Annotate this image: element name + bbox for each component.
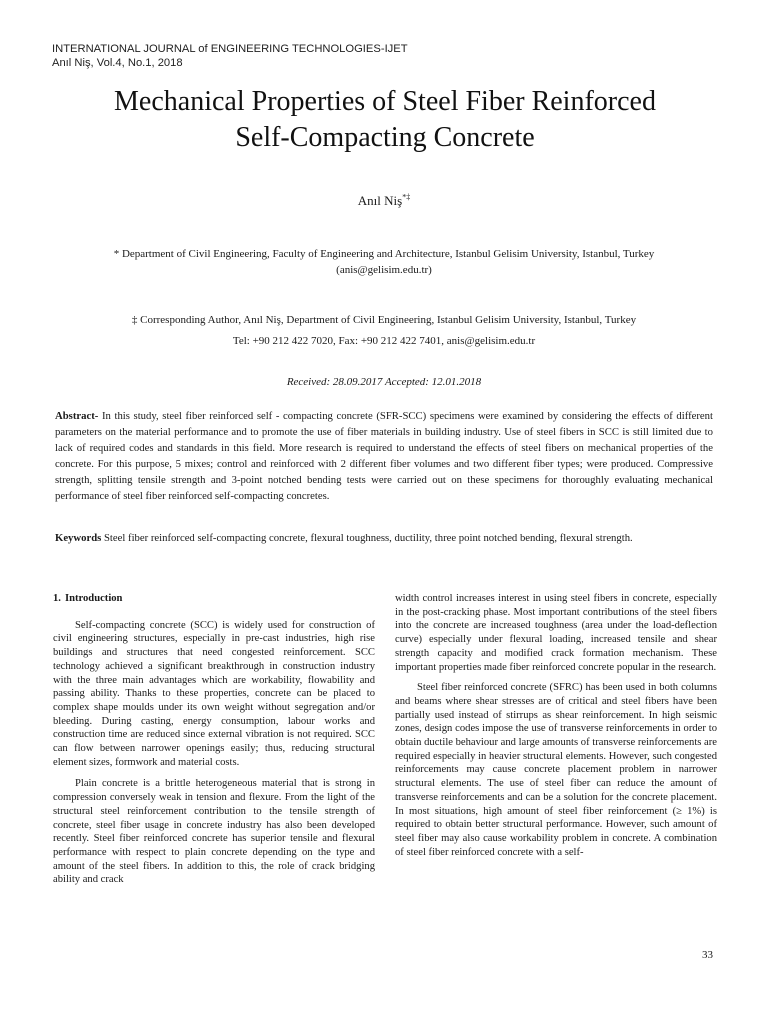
author-line [0,193,768,209]
left-paragraph-1: Self-compacting concrete (SCC) is widely used for construction of civil engineering structures, especially in pre-cast industries, high rise buildings and structures that need congested reinforcement. SCC technology achieved a significant breakthrough in construction industry with the three main advantages which are workability, flowability and passing ability. Thanks to these properties, concrete can be placed to complex shape moulds under its own weight without segregation and/or bleeding. During casting, energy consumption, labour works and construction time are reduced since external vibration is not required. SCC can flow between narrower openings easily; thus, reducing structural element sizes, formwork and material costs. [53,619,375,768]
journal-citation: Anıl Niş, Vol.4, No.1, 2018 [52,57,183,69]
journal-header [52,42,408,70]
corresponding-author: ‡ Corresponding Author, Anıl Niş, Department of Civil Engineering, Istanbul Gelisim University, Istanbul, Turkey [131,314,637,326]
author-marks: *‡ [402,192,411,202]
right-paragraph-2: Steel fiber reinforced concrete (SFRC) has been used in both columns and beams where shear stresses are of critical and steel fibers have been partially used instead of stirrups as shear reinforcement. In high seismic zones, design codes impose the use of transverse reinforcements in order to obtain ductile behaviour and large amounts of transverse reinforcements are required especially in heavier structural elements. However, such congested reinforcements may cause concrete placement problem in narrower structural elements. The use of steel fiber can reduce the amount of transverse reinforcements and can be a solution for the concrete placement. In most situations, high amount of steel fiber reinforcement (≥ 1%) is required to obtain better structural performance. However, such amount of steel fiber may also cause workability problem in concrete. A combination of steel fiber reinforced concrete with a self- [395,682,717,858]
title-line-1: Mechanical Properties of Steel Fiber Reinforced [114,86,656,117]
abstract [55,408,713,504]
affiliation-dept: * Department of Civil Engineering, Faculty of Engineering and Architecture, Istanbul Gelisim University, Istanbul, Turkey [113,248,655,260]
page-number: 33 [702,949,713,961]
left-paragraph-2: Plain concrete is a brittle heterogeneous material that is strong in compression conversely weak in tension and flexure. From the light of the structural steel reinforcement contribution to the tensile strength of concrete, steel fiber usage in concrete industry has also been developed recently. Steel fiber reinforced concrete has superior tensile and flexural performance with respect to plain concrete depending on the type and amount of the steel fibers. In addition to this, the role of crack bridging ability and crack [53,778,375,886]
right-column [395,592,717,859]
keywords [55,530,713,546]
keywords-text: Steel fiber reinforced self-compacting concrete, flexural toughness, ductility, three point notched bending, flexural strength. [101,532,633,544]
abstract-label: Abstract- [55,410,99,422]
section-number: 1. [53,593,61,604]
paper-title [40,84,730,156]
corresponding-block [48,312,720,349]
affiliation-block [48,246,720,278]
received-dates: Received: 28.09.2017 Accepted: 12.01.2018 [286,376,482,388]
title-line-2: Self-Compacting Concrete [235,122,535,153]
section-heading [53,592,375,606]
journal-name: INTERNATIONAL JOURNAL of ENGINEERING TECHNOLOGIES-IJET [52,43,408,55]
abstract-text: In this study, steel fiber reinforced self - compacting concrete (SFR-SCC) specimens were examined by considering the effects of different parameters on the material performance and to promote the use of fiber materials in building industry. Use of steel fibers in SCC is still limited due to lack of required codes and standards in this field. More research is required to understand the effects of steel fibers on mechanical properties of the concrete. For this purpose, 5 mixes; control and reinforced with 2 different fiber volumes and two different fiber types; were produced. Compressive strength, splitting tensile strength and 3-point notched bending tests were carried out on these specimens for thoroughly evaluating mechanical performance of steel fiber reinforced self-compacting concretes. [55,410,713,502]
section-title: Introduction [64,593,123,604]
right-paragraph-1: width control increases interest in using steel fibers in concrete, especially in the post-cracking phase. Most important contributions of the steel fibers into the concrete are increased toughness (area under the load-deflection curve) especially under flexural loading, increased tensile and shear strength capacity and modified crack formation mechanism. These important properties made fiber reinforced concrete popular in the research. [395,593,717,673]
author-name: Anıl Niş [357,193,403,208]
keywords-label: Keywords [55,532,102,544]
affiliation-email: (anis@gelisim.edu.tr) [336,264,432,276]
left-column [53,592,375,887]
contact-info: Tel: +90 212 422 7020, Fax: +90 212 422 7401, anis@gelisim.edu.tr [232,335,536,347]
